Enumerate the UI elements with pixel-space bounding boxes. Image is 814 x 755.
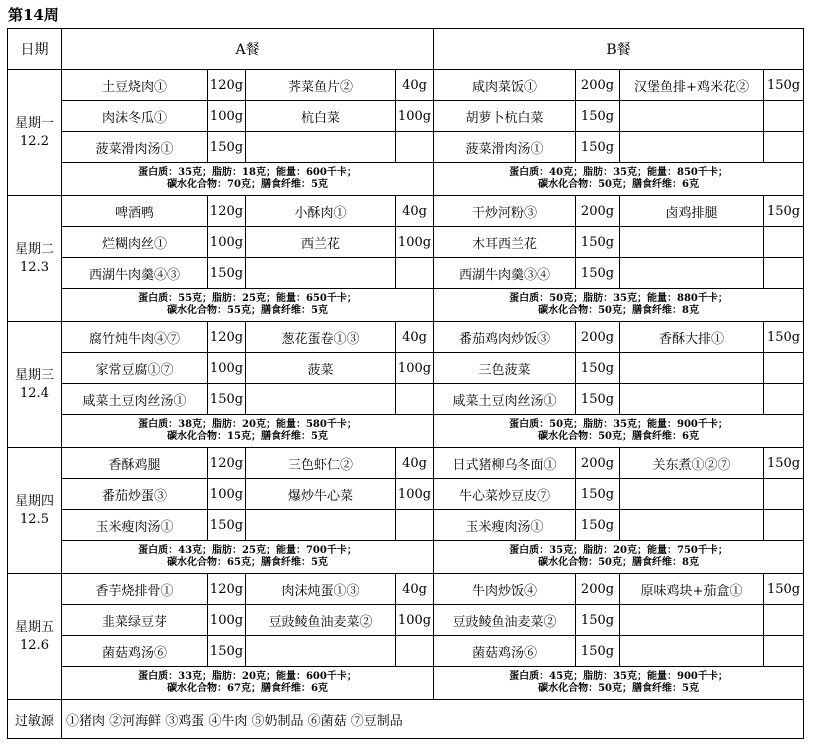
nutrition-cell — [434, 541, 804, 574]
date-label: 12.3 — [20, 259, 49, 275]
dish-weight: 150g — [764, 322, 804, 353]
dish-name: 日式猪柳乌冬面① — [434, 448, 576, 479]
dish-weight: 150g — [576, 605, 620, 636]
dish-name: 家常豆腐①⑦ — [62, 353, 208, 384]
dish-name: 啤酒鸭 — [62, 196, 208, 227]
dish-name — [620, 636, 764, 667]
dish-weight — [764, 479, 804, 510]
dish-name — [620, 132, 764, 163]
menu-row — [8, 132, 804, 163]
dish-name: 西兰花 — [246, 227, 396, 258]
dish-name — [246, 258, 396, 289]
dish-weight: 100g — [208, 227, 246, 258]
dish-name: 咸肉菜饭① — [434, 70, 576, 101]
dish-name: 烂糊肉丝① — [62, 227, 208, 258]
dish-weight: 200g — [576, 448, 620, 479]
dish-weight: 150g — [764, 196, 804, 227]
nutrition-line: 蛋白质：55克；脂肪：25克；能量：650千卡； — [138, 293, 357, 304]
dish-weight — [396, 258, 434, 289]
nutrition-line: 碳水化合物：55克；膳食纤维：5克 — [167, 305, 328, 316]
day-cell — [8, 70, 62, 196]
menu-table — [7, 28, 804, 739]
nutrition-line: 蛋白质：45克；脂肪：35克；能量：900千卡； — [509, 671, 728, 682]
dish-weight: 100g — [208, 479, 246, 510]
menu-row — [8, 636, 804, 667]
nutrition-line: 碳水化合物：50克；膳食纤维：8克 — [538, 557, 699, 568]
dish-name: 爆炒牛心菜 — [246, 479, 396, 510]
dish-weight — [764, 101, 804, 132]
dish-weight: 100g — [208, 605, 246, 636]
dish-name: 腐竹炖牛肉④⑦ — [62, 322, 208, 353]
dish-name: 番茄鸡肉炒饭③ — [434, 322, 576, 353]
dish-name: 咸菜土豆肉丝汤① — [434, 384, 576, 415]
dish-name: 豆豉鲮鱼油麦菜② — [434, 605, 576, 636]
dish-name: 杭白菜 — [246, 101, 396, 132]
nutrition-line: 蛋白质：50克；脂肪：35克；能量：880千卡； — [509, 293, 728, 304]
nutrition-cell — [434, 289, 804, 322]
dish-weight: 40g — [396, 448, 434, 479]
dish-name: 胡萝卜杭白菜 — [434, 101, 576, 132]
dish-weight: 150g — [576, 384, 620, 415]
dish-weight: 150g — [764, 448, 804, 479]
dish-weight: 120g — [208, 196, 246, 227]
nutrition-line: 碳水化合物：65克；膳食纤维：5克 — [167, 557, 328, 568]
dish-name: 原味鸡块+茄盒① — [620, 574, 764, 605]
allergy-items: ①猪肉 ②河海鲜 ③鸡蛋 ④牛肉 ⑤奶制品 ⑥菌菇 ⑦豆制品 — [62, 700, 804, 739]
b-meal-header: B餐 — [434, 29, 804, 70]
dish-weight: 100g — [396, 101, 434, 132]
weekday-label: 星期四 — [14, 493, 54, 509]
dish-name: 小酥肉① — [246, 196, 396, 227]
dish-weight: 150g — [576, 353, 620, 384]
nutrition-line: 蛋白质：35克；脂肪：18克；能量：600千卡； — [138, 167, 357, 178]
dish-name — [620, 353, 764, 384]
dish-name: 葱花蛋卷①③ — [246, 322, 396, 353]
weekday-label: 星期一 — [14, 115, 54, 131]
dish-name: 菌菇鸡汤⑥ — [434, 636, 576, 667]
nutrition-cell — [62, 289, 434, 322]
dish-weight: 200g — [576, 322, 620, 353]
dish-name — [246, 636, 396, 667]
dish-weight — [764, 605, 804, 636]
dish-weight: 200g — [576, 70, 620, 101]
dish-weight: 120g — [208, 322, 246, 353]
dish-weight: 100g — [396, 227, 434, 258]
date-label: 12.4 — [20, 385, 49, 401]
dish-weight — [764, 258, 804, 289]
nutrition-row — [8, 163, 804, 196]
dish-name: 韭菜绿豆芽 — [62, 605, 208, 636]
nutrition-cell — [62, 541, 434, 574]
allergy-label: 过敏源 — [8, 700, 62, 739]
dish-weight — [764, 227, 804, 258]
dish-name: 肉沫冬瓜① — [62, 101, 208, 132]
dish-weight — [764, 510, 804, 541]
dish-weight: 100g — [396, 353, 434, 384]
dish-name: 三色菠菜 — [434, 353, 576, 384]
dish-weight: 120g — [208, 448, 246, 479]
dish-weight: 150g — [208, 132, 246, 163]
dish-weight — [396, 510, 434, 541]
dish-name: 牛心菜炒豆皮⑦ — [434, 479, 576, 510]
dish-weight — [764, 636, 804, 667]
dish-name: 番茄炒蛋③ — [62, 479, 208, 510]
dish-name: 菠菜滑肉汤① — [434, 132, 576, 163]
dish-weight — [396, 132, 434, 163]
nutrition-line: 碳水化合物：15克；膳食纤维：5克 — [167, 431, 328, 442]
dish-name: 菠菜 — [246, 353, 396, 384]
nutrition-line: 碳水化合物：50克；膳食纤维：8克 — [538, 305, 699, 316]
dish-name — [620, 384, 764, 415]
dish-weight: 40g — [396, 322, 434, 353]
dish-name: 西湖牛肉羹④③ — [62, 258, 208, 289]
dish-name: 干炒河粉③ — [434, 196, 576, 227]
menu-row — [8, 322, 804, 353]
nutrition-line: 蛋白质：50克；脂肪：35克；能量：900千卡； — [509, 419, 728, 430]
weekday-label: 星期三 — [14, 367, 54, 383]
dish-weight: 100g — [396, 605, 434, 636]
dish-name: 西湖牛肉羹③④ — [434, 258, 576, 289]
date-label: 12.5 — [20, 511, 49, 527]
dish-name: 豆豉鲮鱼油麦菜② — [246, 605, 396, 636]
weekday-label: 星期二 — [14, 241, 54, 257]
dish-weight: 120g — [208, 574, 246, 605]
nutrition-line: 碳水化合物：50克；膳食纤维：5克 — [538, 683, 699, 694]
dish-weight: 40g — [396, 574, 434, 605]
dish-name: 土豆烧肉① — [62, 70, 208, 101]
dish-weight: 200g — [576, 574, 620, 605]
dish-weight: 150g — [576, 132, 620, 163]
nutrition-line: 蛋白质：33克；脂肪：20克；能量：600千卡； — [138, 671, 357, 682]
menu-row — [8, 227, 804, 258]
dish-name: 三色虾仁② — [246, 448, 396, 479]
dish-name: 肉沫炖蛋①③ — [246, 574, 396, 605]
nutrition-line: 碳水化合物：50克；膳食纤维：6克 — [538, 431, 699, 442]
dish-name: 香芋烧排骨① — [62, 574, 208, 605]
nutrition-row — [8, 415, 804, 448]
nutrition-cell — [434, 415, 804, 448]
nutrition-cell — [62, 667, 434, 700]
dish-weight: 150g — [576, 258, 620, 289]
dish-weight: 150g — [764, 574, 804, 605]
weekday-label: 星期五 — [14, 619, 54, 635]
menu-row — [8, 479, 804, 510]
dish-name — [246, 132, 396, 163]
dish-weight: 100g — [396, 479, 434, 510]
menu-row — [8, 510, 804, 541]
dish-name: 木耳西兰花 — [434, 227, 576, 258]
dish-name: 咸菜土豆肉丝汤① — [62, 384, 208, 415]
dish-weight: 150g — [576, 636, 620, 667]
date-header: 日期 — [8, 29, 62, 70]
dish-weight: 200g — [576, 196, 620, 227]
menu-row — [8, 448, 804, 479]
dish-name: 玉米瘦肉汤① — [434, 510, 576, 541]
dish-name — [620, 227, 764, 258]
menu-row — [8, 258, 804, 289]
nutrition-cell — [434, 163, 804, 196]
dish-weight: 120g — [208, 70, 246, 101]
menu-row — [8, 70, 804, 101]
dish-name: 菌菇鸡汤⑥ — [62, 636, 208, 667]
dish-name — [620, 101, 764, 132]
day-cell — [8, 574, 62, 700]
dish-name: 玉米瘦肉汤① — [62, 510, 208, 541]
dish-weight: 100g — [208, 101, 246, 132]
dish-name — [620, 510, 764, 541]
header-row — [8, 29, 804, 70]
nutrition-line: 蛋白质：43克；脂肪：25克；能量：700千卡； — [138, 545, 357, 556]
dish-name — [620, 605, 764, 636]
nutrition-row — [8, 541, 804, 574]
nutrition-row — [8, 667, 804, 700]
nutrition-line: 碳水化合物：50克；膳食纤维：6克 — [538, 179, 699, 190]
menu-row — [8, 101, 804, 132]
dish-name — [620, 258, 764, 289]
dish-weight: 100g — [208, 353, 246, 384]
menu-row — [8, 605, 804, 636]
nutrition-cell — [434, 667, 804, 700]
nutrition-line: 碳水化合物：70克；膳食纤维：5克 — [167, 179, 328, 190]
dish-name — [246, 384, 396, 415]
dish-name: 牛肉炒饭④ — [434, 574, 576, 605]
dish-weight: 150g — [764, 70, 804, 101]
dish-name: 汉堡鱼排+鸡米花② — [620, 70, 764, 101]
nutrition-row — [8, 289, 804, 322]
dish-name: 香酥鸡腿 — [62, 448, 208, 479]
menu-row — [8, 353, 804, 384]
nutrition-cell — [62, 163, 434, 196]
nutrition-line: 蛋白质：35克；脂肪：20克；能量：750千卡； — [509, 545, 728, 556]
date-label: 12.6 — [20, 637, 49, 653]
dish-name: 香酥大排① — [620, 322, 764, 353]
dish-weight: 150g — [208, 510, 246, 541]
nutrition-line: 蛋白质：38克；脂肪：20克；能量：580千卡； — [138, 419, 357, 430]
dish-weight: 150g — [576, 101, 620, 132]
dish-weight: 40g — [396, 70, 434, 101]
dish-weight: 150g — [576, 510, 620, 541]
dish-weight — [396, 636, 434, 667]
dish-weight — [764, 132, 804, 163]
allergy-row — [8, 700, 804, 739]
dish-name — [620, 479, 764, 510]
dish-name: 关东煮①②⑦ — [620, 448, 764, 479]
menu-row — [8, 574, 804, 605]
day-cell — [8, 448, 62, 574]
dish-weight: 40g — [396, 196, 434, 227]
day-cell — [8, 196, 62, 322]
nutrition-line: 蛋白质：40克；脂肪：35克；能量：850千卡； — [509, 167, 728, 178]
week-title: 第14周 — [8, 6, 59, 24]
menu-row — [8, 196, 804, 227]
day-cell — [8, 322, 62, 448]
dish-name: 卤鸡排腿 — [620, 196, 764, 227]
dish-weight: 150g — [576, 479, 620, 510]
a-meal-header: A餐 — [62, 29, 434, 70]
date-label: 12.2 — [20, 133, 49, 149]
dish-weight: 150g — [208, 636, 246, 667]
dish-weight — [764, 384, 804, 415]
dish-weight: 150g — [576, 227, 620, 258]
dish-name — [246, 510, 396, 541]
dish-weight — [396, 384, 434, 415]
dish-weight — [764, 353, 804, 384]
menu-row — [8, 384, 804, 415]
dish-weight: 150g — [208, 384, 246, 415]
dish-name: 菠菜滑肉汤① — [62, 132, 208, 163]
nutrition-cell — [62, 415, 434, 448]
dish-name: 荠菜鱼片② — [246, 70, 396, 101]
dish-weight: 150g — [208, 258, 246, 289]
nutrition-line: 碳水化合物：67克；膳食纤维：6克 — [167, 683, 328, 694]
